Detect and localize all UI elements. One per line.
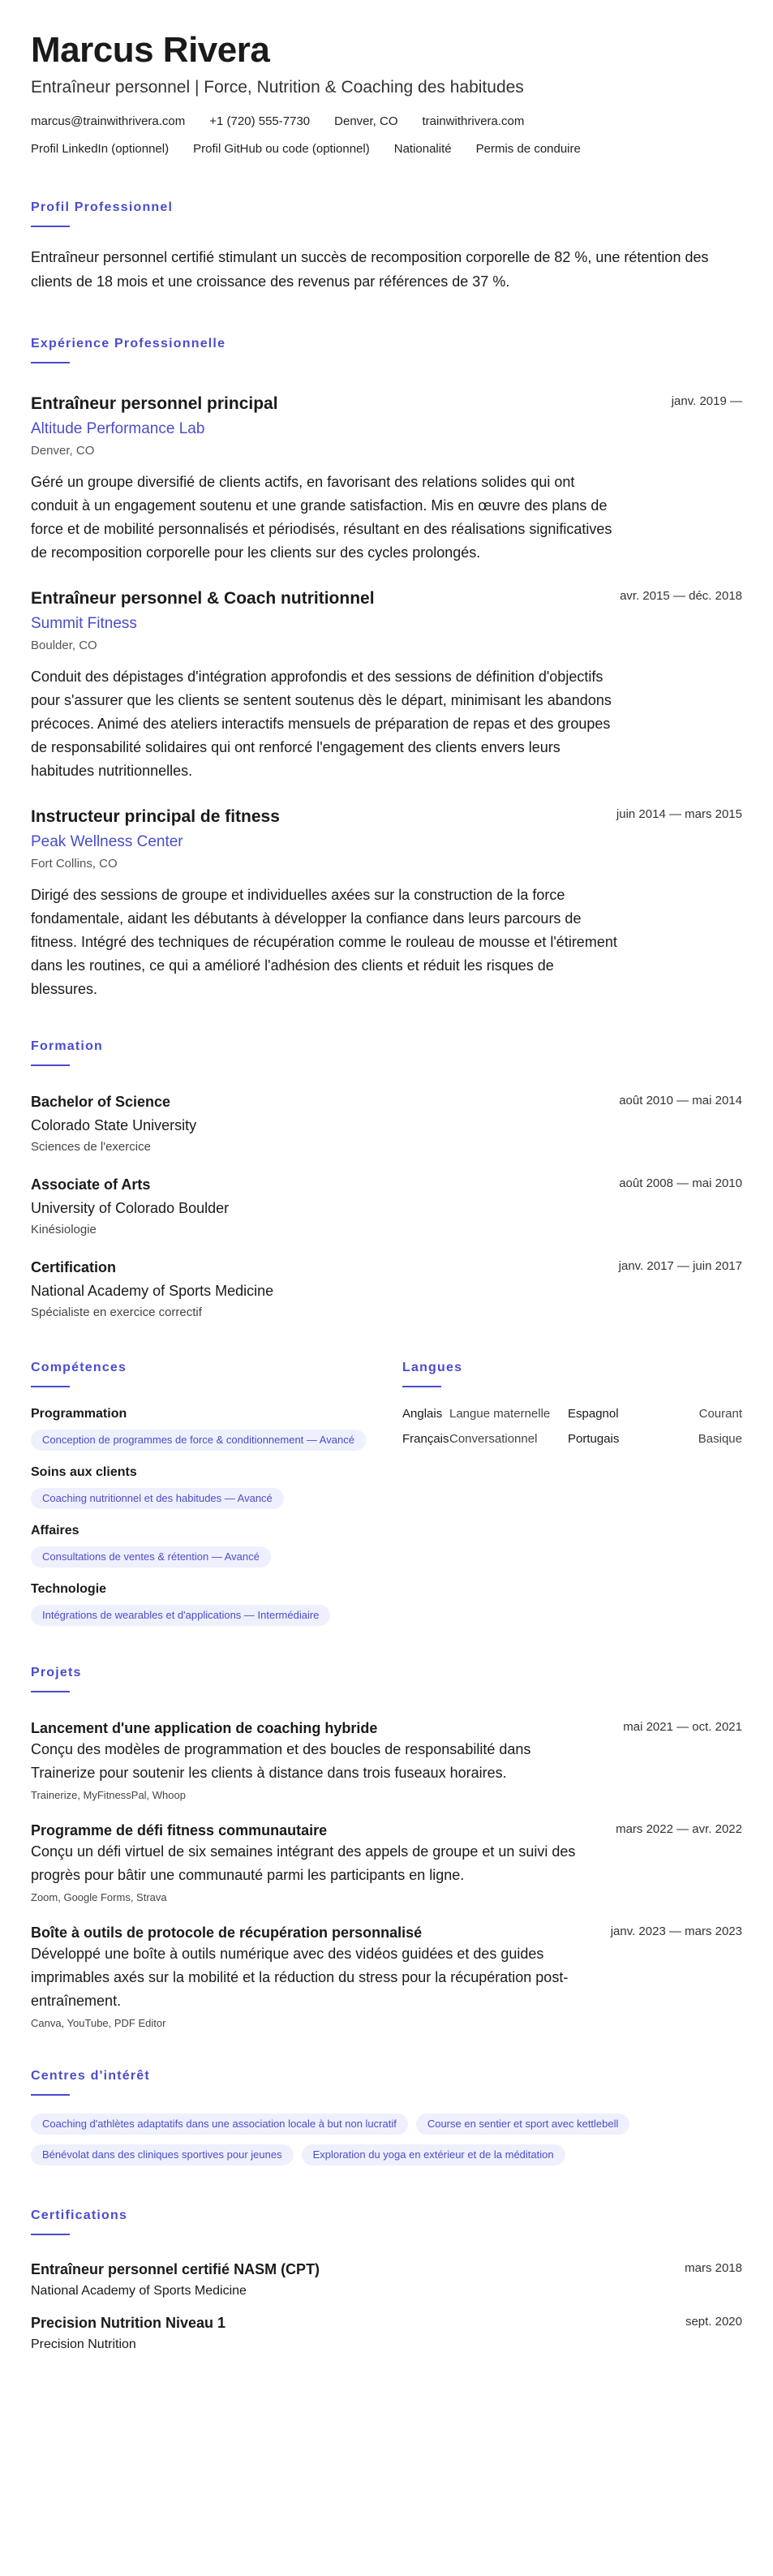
field-of-study: Sciences de l'exercice	[31, 1140, 151, 1154]
skill-category	[31, 1405, 371, 1451]
section-title-experience: Expérience Professionnelle	[31, 337, 226, 350]
education-dates: août 2010 — mai 2014	[619, 1094, 742, 1107]
section-title-languages: Langues	[402, 1361, 463, 1374]
section-divider	[31, 362, 70, 363]
section-divider	[31, 2234, 70, 2235]
section-divider	[31, 2094, 70, 2096]
project-dates: mars 2022 — avr. 2022	[616, 1822, 742, 1836]
project-dates: janv. 2023 — mars 2023	[610, 1924, 742, 1938]
project-description: Conçu un défi virtuel de six semaines intégrant des appels de groupe et un suivi des progrès pour bâtir une communauté parmi les participants en ligne.	[31, 1843, 576, 1883]
language-level: Langue maternelle	[449, 1407, 551, 1421]
certification-date: mars 2018	[685, 2261, 742, 2275]
section-title-education: Formation	[31, 1039, 104, 1053]
linkedin-link[interactable]: Profil LinkedIn (optionnel)	[31, 142, 170, 156]
section-divider	[31, 1691, 70, 1692]
skill-tag: Consultations de ventes & rétention — Avancé	[31, 1546, 271, 1568]
license-text: Permis de conduire	[475, 142, 581, 156]
section-title-projects: Projets	[31, 1666, 82, 1679]
job-dates: avr. 2015 — déc. 2018	[620, 589, 742, 603]
section-title-interests: Centres d'intérêt	[31, 2069, 150, 2083]
skill-tag: Conception de programmes de force & conditionnement — Avancé	[31, 1430, 366, 1451]
job-location: Fort Collins, CO	[31, 857, 118, 871]
project-tools: Trainerize, MyFitnessPal, Whoop	[31, 1789, 186, 1801]
section-title-certifications: Certifications	[31, 2208, 128, 2222]
language-level: Conversationnel	[449, 1432, 538, 1446]
certification-issuer: Precision Nutrition	[31, 2337, 136, 2351]
school-name: National Academy of Sports Medicine	[31, 1283, 274, 1299]
project-item	[31, 1718, 742, 1803]
project-description: Développé une boîte à outils numérique avec des vidéos guidées et des guides imprimables axés sur la mobilité et la réduction du stress pour la récupération post-entraînement.	[31, 1946, 569, 2009]
certification-name: Entraîneur personnel certifié NASM (CPT)	[31, 2261, 320, 2277]
summary-text: Entraîneur personnel certifié stimulant un succès de recomposition corporelle de 82 %, une rétention des clients de 18 mois et une croissance des revenus par références de 37 %.	[31, 249, 709, 290]
certification-issuer: National Academy of Sports Medicine	[31, 2284, 247, 2298]
job-dates: janv. 2019 —	[671, 394, 742, 408]
project-dates: mai 2021 — oct. 2021	[623, 1720, 742, 1734]
interests-section	[31, 2068, 742, 2165]
job-location: Denver, CO	[31, 444, 95, 458]
education-item	[31, 1092, 742, 1155]
projects-section	[31, 1665, 742, 2031]
job-description: Dirigé des sessions de groupe et individuelles axées sur la construction de la force fondamentale, aidant les débutants à développer la confiance dans leurs parcours de fitness. Intégré des techniques de récupération comme le rouleau de mousse et l'étirement dans les routines, ce qui a amélioré l'adhésion des clients et réduit les risques de blessures.	[31, 887, 617, 997]
languages-grid	[402, 1405, 742, 1447]
interests-list	[31, 2114, 742, 2165]
skill-category	[31, 1580, 371, 1626]
language-name: Portugais	[568, 1432, 620, 1446]
phone-text: +1 (720) 555-7730	[209, 114, 311, 128]
company-name: Summit Fitness	[31, 615, 137, 632]
section-divider	[31, 1386, 70, 1387]
degree: Associate of Arts	[31, 1176, 151, 1193]
skill-category-name: Programmation	[31, 1407, 127, 1421]
experience-item	[31, 393, 742, 565]
skill-tag: Intégrations de wearables et d'applications — Intermédiaire	[31, 1605, 330, 1626]
skill-category-name: Affaires	[31, 1524, 79, 1537]
experience-item	[31, 806, 742, 1001]
skills-section	[31, 1360, 371, 1626]
field-of-study: Kinésiologie	[31, 1223, 97, 1236]
language-name: Français	[402, 1432, 449, 1446]
interest-tag: Bénévolat dans des cliniques sportives pour jeunes	[31, 2144, 294, 2165]
job-location: Boulder, CO	[31, 639, 97, 652]
language-name: Anglais	[402, 1407, 443, 1421]
language-level: Courant	[698, 1407, 742, 1421]
location-text: Denver, CO	[334, 114, 398, 128]
job-title: Entraîneur personnel & Coach nutritionnel	[31, 589, 375, 608]
skill-category	[31, 1464, 371, 1509]
section-title-skills: Compétences	[31, 1361, 127, 1374]
school-name: Colorado State University	[31, 1117, 197, 1133]
project-description: Conçu des modèles de programmation et des boucles de responsabilité dans Trainerize pour soutenir les clients à distance dans trois fuseaux horaires.	[31, 1741, 531, 1781]
job-description: Géré un groupe diversifié de clients actifs, en favorisant des relations solides qui ont conduit à un engagement soutenu et une grande satisfaction. Mis en œuvre des plans de force et de mobilité personnalisés et périodisés, résultant en des réalisations significatives de recomposition corporelle pour les clients sur des cycles prolongés.	[31, 474, 612, 561]
headline: Entraîneur personnel | Force, Nutrition & Coaching des habitudes	[31, 78, 524, 97]
interest-tag: Coaching d'athlètes adaptatifs dans une association locale à but non lucratif	[31, 2114, 408, 2135]
education-dates: août 2008 — mai 2010	[619, 1176, 742, 1190]
education-item	[31, 1258, 742, 1321]
company-name: Altitude Performance Lab	[31, 420, 205, 437]
contact-row-secondary	[31, 141, 742, 157]
skills-languages-row	[31, 1360, 742, 1626]
job-description: Conduit des dépistages d'intégration approfondis et des sessions de définition d'objectifs pour s'assurer que les clients se sentent soutenus dès le départ, minimisant les abandons précoces. Animé des ateliers interactifs mensuels de préparation de repas et des groupes de responsabilité solidaires qui ont renforcé l'engagement des clients envers leurs habitudes nutritionnelles.	[31, 669, 612, 779]
project-item	[31, 1821, 742, 1905]
education-dates: janv. 2017 — juin 2017	[618, 1259, 742, 1273]
website-link[interactable]: trainwithrivera.com	[422, 114, 525, 128]
company-name: Peak Wellness Center	[31, 833, 183, 850]
interest-tag: Course en sentier et sport avec kettlebell	[416, 2114, 630, 2135]
github-link[interactable]: Profil GitHub ou code (optionnel)	[193, 142, 370, 156]
certification-item	[31, 2313, 742, 2354]
education-section	[31, 1039, 742, 1321]
school-name: University of Colorado Boulder	[31, 1200, 230, 1216]
project-tools: Zoom, Google Forms, Strava	[31, 1891, 167, 1903]
languages-section	[402, 1360, 742, 1626]
certification-name: Precision Nutrition Niveau 1	[31, 2315, 226, 2331]
field-of-study: Spécialiste en exercice correctif	[31, 1305, 202, 1319]
job-title: Entraîneur personnel principal	[31, 394, 278, 413]
email-link[interactable]: marcus@trainwithrivera.com	[31, 114, 186, 128]
degree: Bachelor of Science	[31, 1094, 171, 1110]
experience-item	[31, 587, 742, 783]
certification-date: sept. 2020	[685, 2315, 742, 2329]
candidate-name: Marcus Rivera	[31, 30, 270, 70]
contact-row	[31, 114, 742, 130]
project-title: Programme de défi fitness communautaire	[31, 1822, 328, 1838]
language-name: Espagnol	[568, 1407, 619, 1421]
degree: Certification	[31, 1259, 117, 1275]
language-level: Basique	[698, 1432, 742, 1446]
skill-category-name: Soins aux clients	[31, 1465, 137, 1479]
project-item	[31, 1923, 742, 2031]
project-title: Boîte à outils de protocole de récupération personnalisé	[31, 1924, 423, 1941]
education-item	[31, 1175, 742, 1238]
section-title-summary: Profil Professionnel	[31, 200, 174, 214]
certifications-section	[31, 2208, 742, 2354]
project-tools: Canva, YouTube, PDF Editor	[31, 2017, 166, 2029]
project-title: Lancement d'une application de coaching hybride	[31, 1720, 378, 1736]
experience-section	[31, 336, 742, 1001]
job-title: Instructeur principal de fitness	[31, 807, 280, 826]
section-divider	[31, 1064, 70, 1066]
summary-section	[31, 200, 742, 294]
section-divider	[31, 226, 70, 227]
nationality-text: Nationalité	[393, 142, 452, 156]
skill-category	[31, 1522, 371, 1568]
skill-category-name: Technologie	[31, 1582, 107, 1596]
skill-tag: Coaching nutritionnel et des habitudes — Avancé	[31, 1488, 284, 1509]
interest-tag: Exploration du yoga en extérieur et de la méditation	[302, 2144, 565, 2165]
certification-item	[31, 2260, 742, 2300]
section-divider	[402, 1386, 441, 1387]
job-dates: juin 2014 — mars 2015	[616, 807, 742, 821]
